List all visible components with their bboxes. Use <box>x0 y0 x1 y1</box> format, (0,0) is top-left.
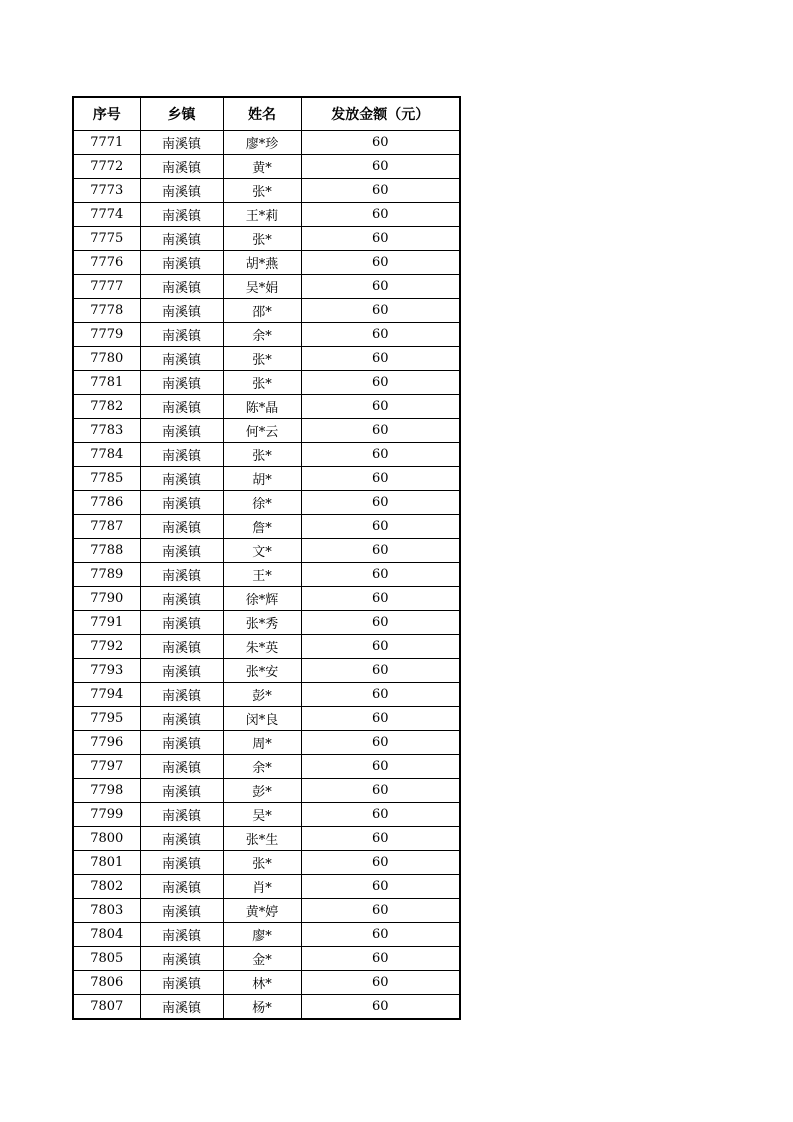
table-row <box>73 755 460 779</box>
cell-amount: 60 <box>301 419 460 443</box>
cell-serial: 7791 <box>73 611 140 635</box>
header-amount: 发放金额（元） <box>301 97 460 131</box>
cell-name: 彭* <box>223 779 301 803</box>
cell-amount: 60 <box>301 731 460 755</box>
cell-amount: 60 <box>301 275 460 299</box>
cell-serial: 7789 <box>73 563 140 587</box>
cell-amount: 60 <box>301 515 460 539</box>
cell-name: 詹* <box>223 515 301 539</box>
cell-amount: 60 <box>301 899 460 923</box>
cell-serial: 7784 <box>73 443 140 467</box>
table-row <box>73 611 460 635</box>
cell-serial: 7774 <box>73 203 140 227</box>
cell-amount: 60 <box>301 683 460 707</box>
cell-township: 南溪镇 <box>140 875 223 899</box>
cell-name: 张* <box>223 851 301 875</box>
cell-serial: 7787 <box>73 515 140 539</box>
cell-name: 张*秀 <box>223 611 301 635</box>
cell-amount: 60 <box>301 995 460 1020</box>
table-row <box>73 395 460 419</box>
cell-name: 张* <box>223 179 301 203</box>
cell-serial: 7782 <box>73 395 140 419</box>
cell-serial: 7786 <box>73 491 140 515</box>
table-row <box>73 971 460 995</box>
cell-name: 林* <box>223 971 301 995</box>
table-row <box>73 947 460 971</box>
cell-name: 廖* <box>223 923 301 947</box>
cell-township: 南溪镇 <box>140 395 223 419</box>
cell-amount: 60 <box>301 179 460 203</box>
cell-township: 南溪镇 <box>140 683 223 707</box>
cell-amount: 60 <box>301 755 460 779</box>
cell-township: 南溪镇 <box>140 731 223 755</box>
table-row <box>73 539 460 563</box>
cell-township: 南溪镇 <box>140 779 223 803</box>
cell-township: 南溪镇 <box>140 419 223 443</box>
cell-serial: 7794 <box>73 683 140 707</box>
table-row <box>73 155 460 179</box>
cell-serial: 7793 <box>73 659 140 683</box>
cell-township: 南溪镇 <box>140 635 223 659</box>
cell-serial: 7792 <box>73 635 140 659</box>
cell-name: 王*莉 <box>223 203 301 227</box>
cell-township: 南溪镇 <box>140 131 223 155</box>
cell-township: 南溪镇 <box>140 995 223 1020</box>
cell-serial: 7788 <box>73 539 140 563</box>
cell-amount: 60 <box>301 323 460 347</box>
cell-serial: 7800 <box>73 827 140 851</box>
header-name: 姓名 <box>223 97 301 131</box>
cell-amount: 60 <box>301 347 460 371</box>
cell-name: 王* <box>223 563 301 587</box>
cell-serial: 7771 <box>73 131 140 155</box>
payment-table <box>72 96 461 1020</box>
cell-serial: 7779 <box>73 323 140 347</box>
cell-township: 南溪镇 <box>140 539 223 563</box>
table-row <box>73 443 460 467</box>
cell-name: 徐* <box>223 491 301 515</box>
cell-serial: 7804 <box>73 923 140 947</box>
cell-township: 南溪镇 <box>140 587 223 611</box>
cell-name: 彭* <box>223 683 301 707</box>
cell-name: 张* <box>223 443 301 467</box>
table-row <box>73 707 460 731</box>
cell-serial: 7772 <box>73 155 140 179</box>
cell-township: 南溪镇 <box>140 563 223 587</box>
cell-serial: 7801 <box>73 851 140 875</box>
cell-serial: 7799 <box>73 803 140 827</box>
cell-amount: 60 <box>301 635 460 659</box>
cell-amount: 60 <box>301 467 460 491</box>
table-row <box>73 635 460 659</box>
table-row <box>73 803 460 827</box>
cell-township: 南溪镇 <box>140 371 223 395</box>
cell-name: 徐*辉 <box>223 587 301 611</box>
cell-amount: 60 <box>301 947 460 971</box>
cell-name: 廖*珍 <box>223 131 301 155</box>
table-row <box>73 875 460 899</box>
table-row <box>73 179 460 203</box>
cell-amount: 60 <box>301 299 460 323</box>
cell-name: 张*安 <box>223 659 301 683</box>
cell-serial: 7778 <box>73 299 140 323</box>
cell-name: 张*生 <box>223 827 301 851</box>
cell-name: 胡* <box>223 467 301 491</box>
cell-township: 南溪镇 <box>140 155 223 179</box>
cell-amount: 60 <box>301 779 460 803</box>
cell-amount: 60 <box>301 971 460 995</box>
cell-amount: 60 <box>301 611 460 635</box>
table-row <box>73 851 460 875</box>
cell-serial: 7785 <box>73 467 140 491</box>
table-body <box>73 131 460 1020</box>
table-row <box>73 371 460 395</box>
cell-name: 金* <box>223 947 301 971</box>
cell-serial: 7796 <box>73 731 140 755</box>
cell-name: 吴* <box>223 803 301 827</box>
cell-name: 余* <box>223 755 301 779</box>
cell-township: 南溪镇 <box>140 251 223 275</box>
table-row <box>73 923 460 947</box>
table-row <box>73 779 460 803</box>
cell-township: 南溪镇 <box>140 443 223 467</box>
header-row <box>73 97 460 131</box>
table-row <box>73 347 460 371</box>
cell-township: 南溪镇 <box>140 947 223 971</box>
table-row <box>73 275 460 299</box>
cell-township: 南溪镇 <box>140 323 223 347</box>
cell-amount: 60 <box>301 875 460 899</box>
cell-name: 张* <box>223 227 301 251</box>
cell-serial: 7802 <box>73 875 140 899</box>
cell-serial: 7806 <box>73 971 140 995</box>
cell-serial: 7781 <box>73 371 140 395</box>
cell-amount: 60 <box>301 803 460 827</box>
cell-serial: 7805 <box>73 947 140 971</box>
table-row <box>73 203 460 227</box>
cell-name: 肖* <box>223 875 301 899</box>
cell-name: 张* <box>223 347 301 371</box>
cell-township: 南溪镇 <box>140 347 223 371</box>
cell-serial: 7798 <box>73 779 140 803</box>
cell-township: 南溪镇 <box>140 827 223 851</box>
cell-township: 南溪镇 <box>140 203 223 227</box>
table-row <box>73 323 460 347</box>
table-row <box>73 683 460 707</box>
cell-name: 黄*婷 <box>223 899 301 923</box>
cell-serial: 7795 <box>73 707 140 731</box>
table-row <box>73 467 460 491</box>
cell-name: 陈*晶 <box>223 395 301 419</box>
header-township: 乡镇 <box>140 97 223 131</box>
cell-amount: 60 <box>301 851 460 875</box>
cell-township: 南溪镇 <box>140 659 223 683</box>
cell-serial: 7773 <box>73 179 140 203</box>
cell-amount: 60 <box>301 371 460 395</box>
cell-amount: 60 <box>301 827 460 851</box>
cell-amount: 60 <box>301 203 460 227</box>
cell-serial: 7776 <box>73 251 140 275</box>
table-row <box>73 131 460 155</box>
header-serial: 序号 <box>73 97 140 131</box>
table-row <box>73 251 460 275</box>
cell-name: 张* <box>223 371 301 395</box>
cell-township: 南溪镇 <box>140 707 223 731</box>
cell-amount: 60 <box>301 131 460 155</box>
cell-amount: 60 <box>301 491 460 515</box>
cell-name: 何*云 <box>223 419 301 443</box>
cell-name: 闵*良 <box>223 707 301 731</box>
cell-serial: 7783 <box>73 419 140 443</box>
cell-serial: 7797 <box>73 755 140 779</box>
cell-amount: 60 <box>301 395 460 419</box>
cell-amount: 60 <box>301 563 460 587</box>
cell-amount: 60 <box>301 923 460 947</box>
cell-township: 南溪镇 <box>140 611 223 635</box>
cell-name: 黄* <box>223 155 301 179</box>
cell-township: 南溪镇 <box>140 755 223 779</box>
cell-serial: 7790 <box>73 587 140 611</box>
cell-township: 南溪镇 <box>140 851 223 875</box>
cell-amount: 60 <box>301 155 460 179</box>
cell-amount: 60 <box>301 539 460 563</box>
table-row <box>73 587 460 611</box>
cell-township: 南溪镇 <box>140 491 223 515</box>
cell-name: 邵* <box>223 299 301 323</box>
cell-township: 南溪镇 <box>140 899 223 923</box>
cell-township: 南溪镇 <box>140 299 223 323</box>
cell-amount: 60 <box>301 587 460 611</box>
cell-name: 杨* <box>223 995 301 1020</box>
table-row <box>73 491 460 515</box>
cell-amount: 60 <box>301 659 460 683</box>
cell-serial: 7803 <box>73 899 140 923</box>
cell-amount: 60 <box>301 707 460 731</box>
cell-serial: 7775 <box>73 227 140 251</box>
cell-amount: 60 <box>301 443 460 467</box>
cell-name: 胡*燕 <box>223 251 301 275</box>
cell-township: 南溪镇 <box>140 467 223 491</box>
table-row <box>73 299 460 323</box>
cell-township: 南溪镇 <box>140 971 223 995</box>
cell-name: 周* <box>223 731 301 755</box>
cell-township: 南溪镇 <box>140 923 223 947</box>
cell-township: 南溪镇 <box>140 803 223 827</box>
table-row <box>73 659 460 683</box>
cell-name: 朱*英 <box>223 635 301 659</box>
payment-sheet <box>72 96 461 1020</box>
cell-name: 文* <box>223 539 301 563</box>
cell-township: 南溪镇 <box>140 275 223 299</box>
cell-amount: 60 <box>301 227 460 251</box>
table-row <box>73 827 460 851</box>
table-row <box>73 419 460 443</box>
table-row <box>73 995 460 1020</box>
table-row <box>73 563 460 587</box>
cell-township: 南溪镇 <box>140 179 223 203</box>
cell-serial: 7777 <box>73 275 140 299</box>
table-row <box>73 227 460 251</box>
cell-name: 吴*娟 <box>223 275 301 299</box>
cell-serial: 7780 <box>73 347 140 371</box>
table-row <box>73 899 460 923</box>
table-row <box>73 731 460 755</box>
cell-township: 南溪镇 <box>140 515 223 539</box>
cell-township: 南溪镇 <box>140 227 223 251</box>
table-row <box>73 515 460 539</box>
cell-serial: 7807 <box>73 995 140 1020</box>
cell-amount: 60 <box>301 251 460 275</box>
cell-name: 余* <box>223 323 301 347</box>
